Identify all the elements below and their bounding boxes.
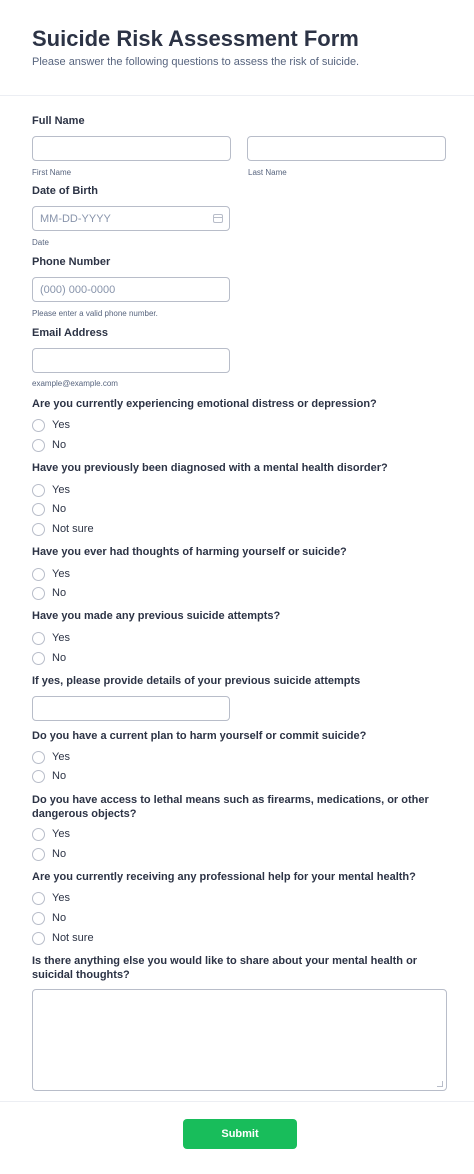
q2-label: Have you previously been diagnosed with a mental health disorder? [32,462,388,474]
q5-option-no[interactable] [32,768,66,784]
phone-input[interactable] [32,277,230,302]
radio-button[interactable] [32,503,45,516]
dob-sublabel: Date [32,238,49,247]
q7-option-no[interactable] [32,910,66,926]
radio-button[interactable] [32,587,45,600]
radio-button[interactable] [32,523,45,536]
q5-label: Do you have a current plan to harm yourself or commit suicide? [32,730,367,742]
q4-option-no[interactable] [32,650,66,666]
q5-option-yes[interactable] [32,749,70,765]
option-label: Yes [52,751,70,763]
option-label: Yes [52,828,70,840]
q7-option-not-sure[interactable] [32,930,94,946]
resize-handle-icon[interactable] [437,1081,443,1087]
option-label: No [52,439,67,451]
radio-button[interactable] [32,439,45,452]
full-name-label: Full Name [32,115,85,127]
dob-placeholder: MM-DD-YYYY [40,212,111,225]
email-input[interactable] [32,348,230,373]
option-label: Yes [52,632,70,644]
option-label: Yes [52,419,70,431]
last-name-input[interactable] [247,136,446,161]
details-input[interactable] [32,696,230,721]
phone-placeholder: (000) 000-0000 [40,283,116,296]
q2-option-no[interactable] [32,501,66,517]
email-label: Email Address [32,327,109,339]
page-subtitle: Please answer the following questions to assess the risk of suicide. [32,56,360,68]
q4-option-yes[interactable] [32,630,70,646]
last-name-sublabel: Last Name [248,168,287,177]
radio-button[interactable] [32,419,45,432]
submit-button[interactable]: Submit [183,1119,297,1149]
option-label: Not sure [52,523,94,535]
q7-option-yes[interactable] [32,890,70,906]
first-name-sublabel: First Name [32,168,72,177]
q7-label: Are you currently receiving any professional help for your mental health? [32,871,416,883]
dob-input[interactable] [32,206,230,231]
dob-label: Date of Birth [32,185,98,197]
option-label: No [52,503,67,515]
q3-option-no[interactable] [32,585,66,601]
calendar-icon[interactable] [213,214,223,223]
radio-button[interactable] [32,568,45,581]
q6-option-yes[interactable] [32,826,70,842]
q8-label: Is there anything else you would like to share about your mental health or suicidal thoughts? [32,955,418,981]
q2-option-yes[interactable] [32,482,70,498]
q1-label: Are you currently experiencing emotional distress or depression? [32,398,377,410]
q1-option-yes[interactable] [32,417,70,433]
q4-label: Have you made any previous suicide attempts? [32,610,281,622]
q6-label: Do you have access to lethal means such as firearms, medications, or other dangerous objects? [32,794,429,820]
radio-button[interactable] [32,912,45,925]
radio-button[interactable] [32,652,45,665]
q3-label: Have you ever had thoughts of harming yourself or suicide? [32,546,347,558]
option-label: Not sure [52,932,94,944]
first-name-input[interactable] [32,136,231,161]
option-label: No [52,587,67,599]
option-label: Yes [52,484,70,496]
details-label: If yes, please provide details of your previous suicide attempts [32,675,361,687]
radio-button[interactable] [32,770,45,783]
option-label: Yes [52,568,70,580]
option-label: No [52,912,67,924]
q1-option-no[interactable] [32,437,66,453]
q2-option-not-sure[interactable] [32,521,94,537]
phone-sublabel: Please enter a valid phone number. [32,309,158,318]
option-label: No [52,770,67,782]
radio-button[interactable] [32,751,45,764]
option-label: Yes [52,892,70,904]
option-label: No [52,848,67,860]
email-sublabel: example@example.com [32,379,118,388]
page-title: Suicide Risk Assessment Form [32,26,359,51]
footer-divider [0,1101,474,1102]
option-label: No [52,652,67,664]
additional-info-textarea[interactable] [32,989,447,1091]
radio-button[interactable] [32,632,45,645]
phone-label: Phone Number [32,256,111,268]
radio-button[interactable] [32,848,45,861]
radio-button[interactable] [32,828,45,841]
radio-button[interactable] [32,484,45,497]
q3-option-yes[interactable] [32,566,70,582]
radio-button[interactable] [32,892,45,905]
q6-option-no[interactable] [32,846,66,862]
form-header [0,0,474,96]
radio-button[interactable] [32,932,45,945]
